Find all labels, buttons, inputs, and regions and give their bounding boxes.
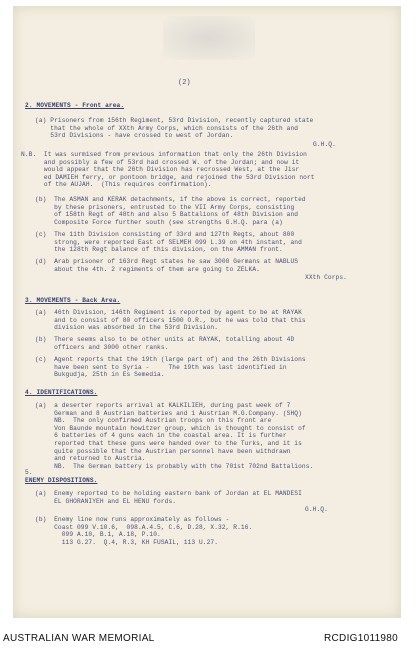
page-number: (2) bbox=[178, 79, 191, 87]
document-page bbox=[13, 6, 401, 618]
section-2d-text: (d) Arab prisoner of 163rd Regt states he saw 3000 Germans at NABLUS about the 4th. 2 regiments of them are going to ZELKA. bbox=[35, 258, 299, 273]
section-5-number: 5. bbox=[25, 469, 33, 476]
section-4a-text: (a) a deserter reports arrival at KALKILIEH, during past week of 7 German and 8 Austrian batteries and 1 Austrian M.G.Company. (SHQ) NB. The only confirmed Austrian troops on this front are Von Baunde mountain howitzer group, which is thought to consist of 6 batteries of 4 guns each in the coastal area. It is further reported that these guns were handed over to the Turks, and it is quite possible that the Austrian personnel have been withdrawn and returned to Austria. NB. The German battery is probably with the 701st 702nd Battalions. bbox=[35, 402, 314, 470]
section-2-heading: 2. MOVEMENTS - Front area. bbox=[25, 102, 125, 109]
section-5a-text: (a) Enemy reported to be holding eastern bank of Jordan at EL MANDESI EL GHORANIYEH and EL HENU fords. bbox=[35, 490, 302, 505]
section-5-heading: ENEMY DISPOSITIONS. bbox=[25, 477, 98, 484]
footer-record-id: RCDIG1011980 bbox=[324, 633, 399, 644]
section-2-note: N.B. It was surmised from previous information that only the 26th Division and possibly a few of 53rd had crossed W. of the Jordan; and now it would appear that the 26th Division has recrossed West, at the Jisr ed DAMIEH ferry, or pontoon bridge, and rejoined the 53rd Division nort of the AUJAH. (This requires confirmation). bbox=[21, 151, 315, 189]
section-5b-text: (b) Enemy line now runs approximately as follows - Coast 099 V.10.6, 098.A.4.5, C.6, D.28, X.32, R.16. 099 A.10, B.1, A.18, P.10. 113 G.27. Q.4, R.3, KH FUSAIL, 113 U.27. bbox=[35, 516, 253, 546]
section-2d-signature: XXth Corps. bbox=[305, 274, 347, 281]
section-5a-signature: G.H.Q. bbox=[305, 506, 328, 513]
section-3-heading: 3. MOVEMENTS - Back Area. bbox=[25, 297, 121, 304]
section-3a-text: (a) 46th Division, 146th Regiment is reported by agent to be at RAYAK and to consist of 80 officers 1500 O.R., but he was told that this division was absorbed in the 53rd Division. bbox=[35, 309, 306, 332]
section-2c-text: (c) The 11th Division consisting of 33rd and 127th Regts, about 800 strong, were reported East of SELMEH 099 L.39 on 4th instant, and the 128th Regt balance of this division, on the AMMAN front. bbox=[35, 231, 302, 254]
footer-archive-name: AUSTRALIAN WAR MEMORIAL bbox=[3, 633, 155, 644]
section-3b-text: (b) There seems also to be other units at RAYAK, totalling about 4D officers and 3000 other ranks. bbox=[35, 336, 295, 351]
stamp-blot bbox=[163, 16, 255, 60]
section-4-heading: 4. IDENTIFICATIONS. bbox=[25, 389, 98, 396]
section-3c-text: (c) Agent reports that the 19th (large part of) and the 26th Divisions have been sent to Syria - The 19th was last identified in Bukgudja, 25th in Es Semedia. bbox=[35, 356, 306, 379]
section-2b-text: (b) The ASMAN and KERAK detachments, if the above is correct, reported by these prisoners, entrusted to the VII Army Corps, consisting of 158th Regt of 48th and also 5 Battalions of 48th Division and Composite Force further south (see strengths G.H.Q. para (a) bbox=[35, 196, 306, 226]
section-2a-signature: G.H.Q. bbox=[313, 141, 336, 148]
section-2a-text: (a) Prisoners from 156th Regiment, 53rd Division, recently captured state that the whole of XXth Army Corps, which consists of the 26th and 53rd Divisions - have crossed to west of Jordan. bbox=[35, 117, 314, 140]
